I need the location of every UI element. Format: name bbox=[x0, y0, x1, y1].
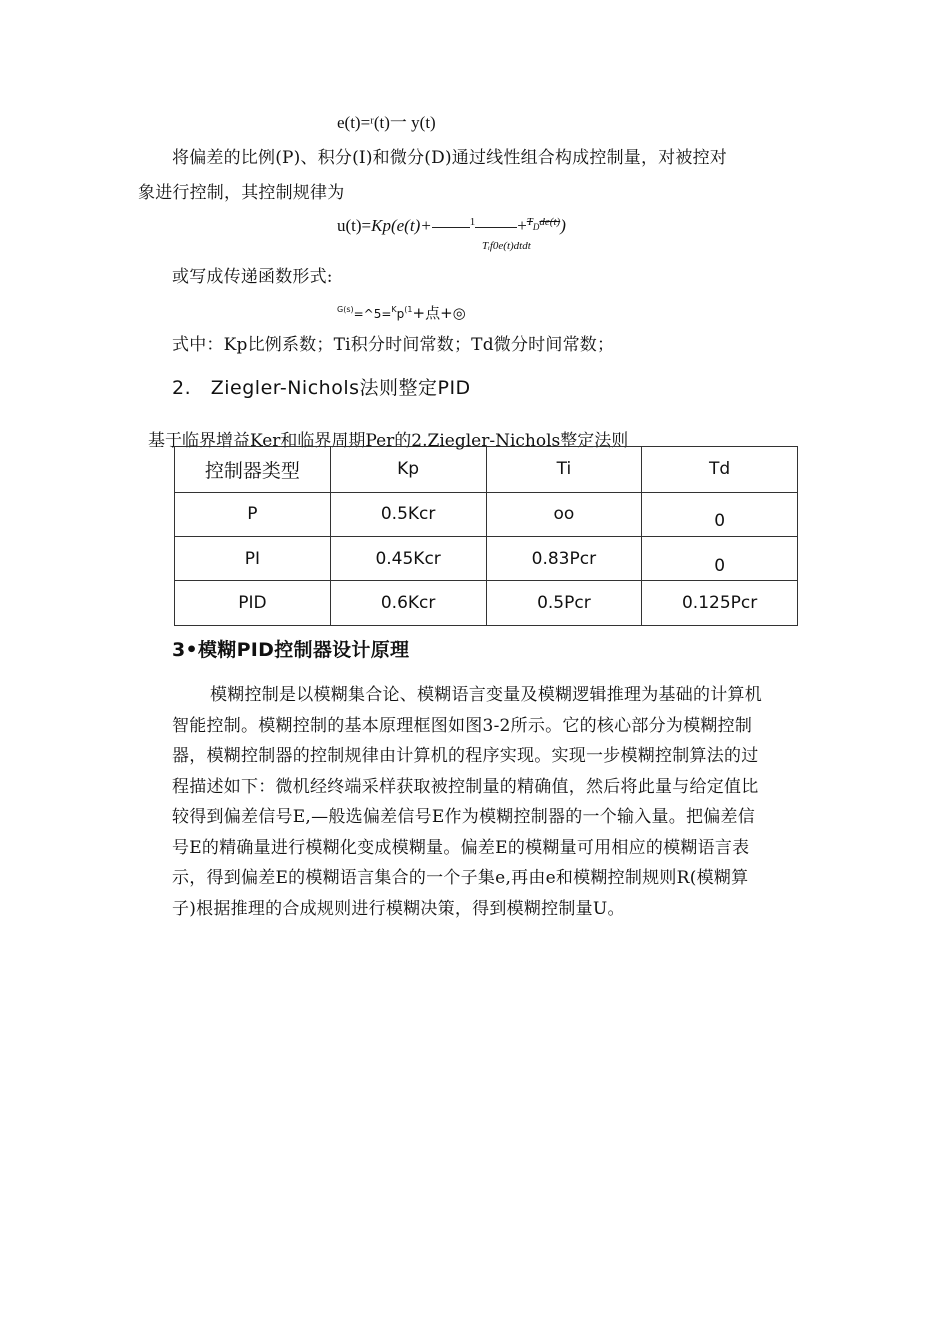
control-law-td: T bbox=[526, 216, 533, 228]
intro-line-2: 象进行控制，其控制规律为 bbox=[138, 183, 345, 203]
control-law-close: ) bbox=[560, 216, 566, 235]
control-law-denominator: Tᵢf0e(t)dtdt bbox=[482, 240, 531, 252]
table-header-row bbox=[175, 447, 798, 493]
paragraph-line: 号E的精确量进行模糊化变成模糊量。偏差E的模糊量可用相应的模糊语言表 bbox=[172, 837, 750, 858]
control-law-u: u(t)= bbox=[337, 216, 372, 235]
tf-tail: +点+◎ bbox=[412, 304, 466, 322]
paragraph-line: 程描述如下：微机经终端采样获取被控制量的精确值，然后将此量与给定值比 bbox=[172, 776, 759, 797]
paragraph-line: 器，模糊控制器的控制规律由计算机的程序实现。实现一步模糊控制算法的过 bbox=[172, 746, 759, 766]
table-caption: 基于临界增益Ker和临界周期Per的2.Ziegler-Nichols整定法则 bbox=[148, 431, 629, 451]
ziegler-nichols-table bbox=[174, 446, 798, 626]
table-cell: 0.83Pcr bbox=[486, 536, 642, 580]
tf-sup-k: K bbox=[391, 305, 397, 314]
table-header-cell: Kp bbox=[330, 447, 486, 493]
table-header-cell: Td bbox=[642, 447, 798, 493]
paragraph-line: 示，得到偏差E的模糊语言集合的一个子集e,再由e和模糊控制规则R(模糊算 bbox=[172, 868, 749, 888]
transfer-intro: 或写成传递函数形式: bbox=[172, 267, 333, 287]
table-cell: oo bbox=[486, 492, 642, 536]
table-row bbox=[175, 581, 798, 626]
table-cell: 0.5Kcr bbox=[330, 492, 486, 536]
paragraph-line: 模糊控制是以模糊集合论、模糊语言变量及模糊逻辑推理为基础的计算机 bbox=[210, 685, 762, 705]
table-cell: PI bbox=[175, 536, 331, 580]
paragraph-line: 子)根据推理的合成规则进行模糊决策，得到模糊控制量U。 bbox=[172, 898, 625, 919]
error-equation: e(t)=ʳ(t)一 y(t) bbox=[337, 113, 436, 132]
table-row bbox=[175, 492, 798, 536]
table-cell: PID bbox=[175, 581, 331, 626]
control-law-td-sub: D bbox=[532, 222, 540, 232]
table-cell: 0 bbox=[642, 536, 798, 580]
table-cell: 0 bbox=[642, 492, 798, 536]
tf-p: p bbox=[396, 307, 405, 321]
control-law-kp: Kp(e(t)+ bbox=[371, 216, 432, 235]
control-law-deriv: de(t) bbox=[539, 216, 561, 228]
section-2-heading: 2. Ziegler-Nichols法则整定PID bbox=[172, 377, 471, 399]
fraction-numerator: 1 bbox=[469, 216, 476, 228]
table-cell: 0.125Pcr bbox=[642, 581, 798, 626]
paragraph-line: 智能控制。模糊控制的基本原理框图如图3-2所示。它的核心部分为模糊控制 bbox=[172, 715, 753, 736]
tf-sup-gs: G(s) bbox=[337, 305, 354, 314]
table-header-cell: 控制器类型 bbox=[175, 447, 331, 493]
parameter-definitions: 式中：Kp比例系数；Ti积分时间常数；Td微分时间常数； bbox=[172, 335, 615, 355]
table-cell: P bbox=[175, 492, 331, 536]
table-row bbox=[175, 536, 798, 580]
fraction-line-1 bbox=[432, 227, 470, 228]
intro-line-1: 将偏差的比例(P)、积分(I)和微分(D)通过线性组合构成控制量，对被控对 bbox=[172, 148, 727, 168]
section-3-heading: 3•模糊PID控制器设计原理 bbox=[172, 639, 410, 661]
fraction-line-2 bbox=[475, 227, 517, 228]
fuzzy-control-paragraph bbox=[172, 680, 837, 924]
table-cell: 0.45Kcr bbox=[330, 536, 486, 580]
control-law-formula bbox=[337, 216, 566, 236]
transfer-function-formula bbox=[337, 302, 466, 323]
table-cell: 0.5Pcr bbox=[486, 581, 642, 626]
table-header-cell: Ti bbox=[486, 447, 642, 493]
tf-mid: =^5= bbox=[353, 307, 392, 321]
paragraph-line: 较得到偏差信号E,—般选偏差信号E作为模糊控制器的一个输入量。把偏差信 bbox=[172, 807, 755, 827]
table-cell: 0.6Kcr bbox=[330, 581, 486, 626]
control-law-plus: + bbox=[517, 216, 527, 235]
tf-sup-1: (1 bbox=[404, 305, 413, 314]
